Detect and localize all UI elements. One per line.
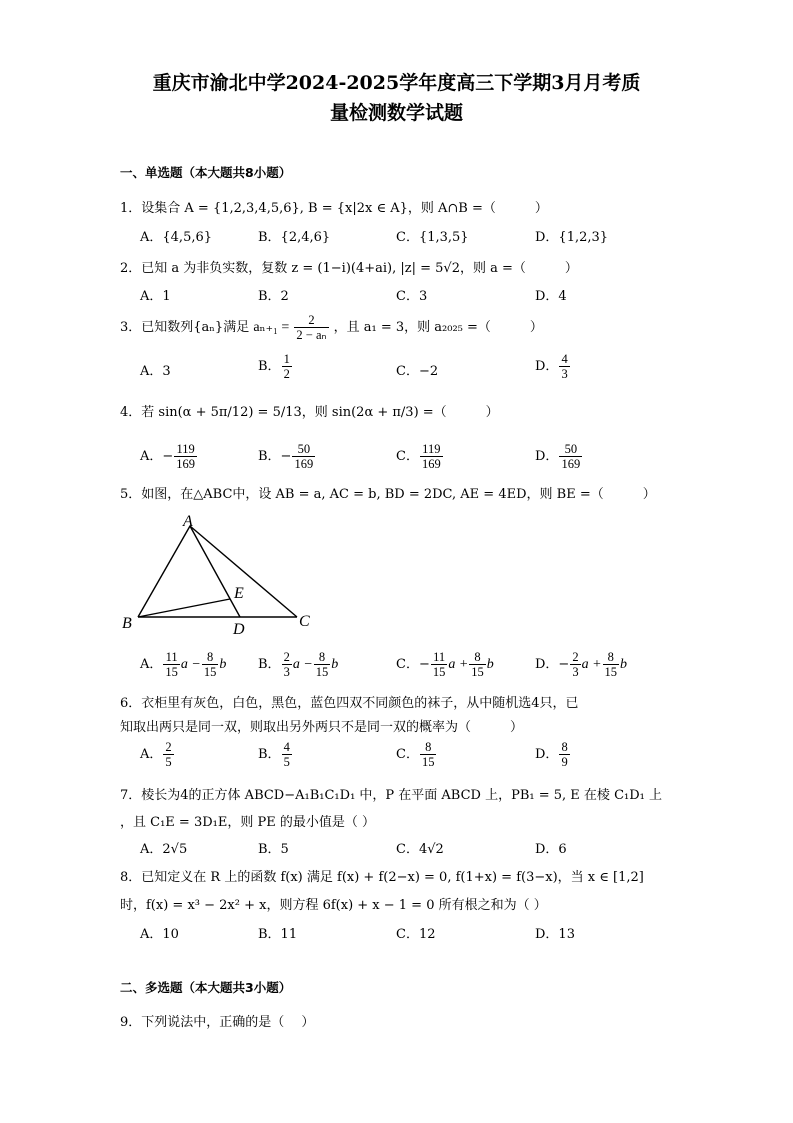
q5-option-d: D．− $\frac{2}{3}$ a + $\frac{8}{15}$ b — [535, 650, 628, 679]
question-8-stem-line-1: 8．已知定义在 R 上的函数 f(x) 满足 f(x) + f(2−x) = 0, f(1+x) = f(3−x)，当 x ∈ [1,2] — [120, 870, 644, 885]
vertex-label-a: A — [183, 513, 193, 530]
q8-option-a: A．10 — [140, 927, 179, 942]
question-8-stem-line-2: 时，f(x) = x³ − 2x² + x，则方程 6f(x) + x − 1 = 0 所有根之和为（ ） — [120, 898, 547, 913]
q7-option-a: A．2√5 — [140, 842, 188, 857]
q6-option-d: D． $\frac{8}{9}$ — [535, 740, 568, 769]
q2-option-a: A．1 — [140, 289, 171, 304]
question-3-stem — [120, 313, 543, 342]
question-9-stem: 9．下列说法中，正确的是（ ） — [120, 1015, 315, 1030]
segment-be — [138, 599, 230, 617]
q4-option-c: C． $\frac{119}{169}$ — [396, 442, 441, 471]
q7-option-d: D．6 — [535, 842, 567, 857]
q3-recurrence-lhs: aₙ₊₁ = — [253, 320, 290, 335]
point-label-d: D — [233, 621, 245, 638]
question-6-stem-line-2: 知取出两只是同一双，则取出另外两只不是同一双的概率为（ ） — [120, 720, 524, 735]
question-7-stem-line-2: ，且 C₁E = 3D₁E，则 PE 的最小值是（ ） — [120, 815, 375, 830]
q1-option-b: B．{2,4,6} — [258, 230, 331, 245]
vertex-label-b: B — [122, 615, 132, 632]
q3-option-a: A．3 — [140, 364, 171, 379]
question-7-stem-line-1: 7．棱长为4的正方体 ABCD−A₁B₁C₁D₁ 中，P 在平面 ABCD 上，PB₁ = 5, E 在棱 C₁D₁ 上 — [120, 788, 662, 803]
point-label-e: E — [234, 585, 244, 602]
q1-option-a: A．{4,5,6} — [140, 230, 213, 245]
q2-option-b: B．2 — [258, 289, 289, 304]
q3-stem-post: ，且 a₁ = 3，则 a₂₀₂₅ =（ ） — [333, 320, 543, 335]
q3-option-c: C．−2 — [396, 364, 439, 379]
vertex-label-c: C — [299, 613, 310, 630]
q7-option-b: B．5 — [258, 842, 289, 857]
section-heading-multiple-choice: 二、多选题（本大题共3小题） — [120, 980, 292, 995]
q6-option-c: C． $\frac{8}{15}$ — [396, 740, 435, 769]
q5-option-c: C．− $\frac{11}{15}$ a + $\frac{8}{15}$ b — [396, 650, 494, 679]
q4-option-b: B．− $\frac{50}{169}$ — [258, 442, 314, 471]
q3-stem-pre: 3．已知数列{aₙ}满足 — [120, 320, 250, 335]
q8-option-b: B．11 — [258, 927, 298, 942]
q3-recurrence-fraction: $\frac{2}{\text{2 − aₙ}}$ — [296, 313, 327, 342]
q4-option-a: A．− $\frac{119}{169}$ — [140, 442, 196, 471]
page-title-line-1: 重庆市渝北中学2024-2025学年度高三下学期3月月考质 — [152, 72, 641, 94]
q5-option-b: B． $\frac{2}{3}$ a − $\frac{8}{15}$ b — [258, 650, 339, 679]
triangle-figure — [115, 510, 325, 640]
q3-option-d: D． $\frac{4}{3}$ — [535, 352, 568, 381]
q8-option-c: C．12 — [396, 927, 436, 942]
q2-option-c: C．3 — [396, 289, 428, 304]
q7-option-c: C．4√2 — [396, 842, 444, 857]
q4-option-d: D． $\frac{50}{169}$ — [535, 442, 581, 471]
page-title-line-2: 量检测数学试题 — [329, 102, 463, 124]
q6-option-b: B． $\frac{4}{5}$ — [258, 740, 290, 769]
q8-option-d: D．13 — [535, 927, 575, 942]
question-5-stem: 5．如图，在△ABC中，设 AB = a, AC = b, BD = 2DC, AE = 4ED，则 BE =（ ） — [120, 487, 656, 502]
segment-ab — [138, 526, 190, 617]
q1-option-c: C．{1,3,5} — [396, 230, 469, 245]
q3-option-b: B． $\frac{1}{2}$ — [258, 352, 290, 381]
section-heading-single-choice: 一、单选题（本大题共8小题） — [120, 165, 292, 180]
q5-option-a: A． $\frac{11}{15}$ a − $\frac{8}{15}$ b — [140, 650, 227, 679]
q2-option-d: D．4 — [535, 289, 567, 304]
q6-option-a: A． $\frac{2}{5}$ — [140, 740, 172, 769]
question-4-stem: 4．若 sin(α + 5π/12) = 5/13，则 sin(2α + π/3) =（ ） — [120, 405, 499, 420]
question-2-stem: 2．已知 a 为非负实数，复数 z = (1−i)(4+ai), |z| = 5√2，则 a =（ ） — [120, 261, 578, 276]
question-6-stem-line-1: 6．衣柜里有灰色，白色，黑色，蓝色四双不同颜色的袜子，从中随机选4只，已 — [120, 696, 579, 711]
segment-ad — [190, 526, 240, 617]
q1-option-d: D．{1,2,3} — [535, 230, 609, 245]
question-1-stem: 1．设集合 A = {1,2,3,4,5,6}, B = {x|2x ∈ A}，则 A∩B =（ ） — [120, 201, 548, 216]
